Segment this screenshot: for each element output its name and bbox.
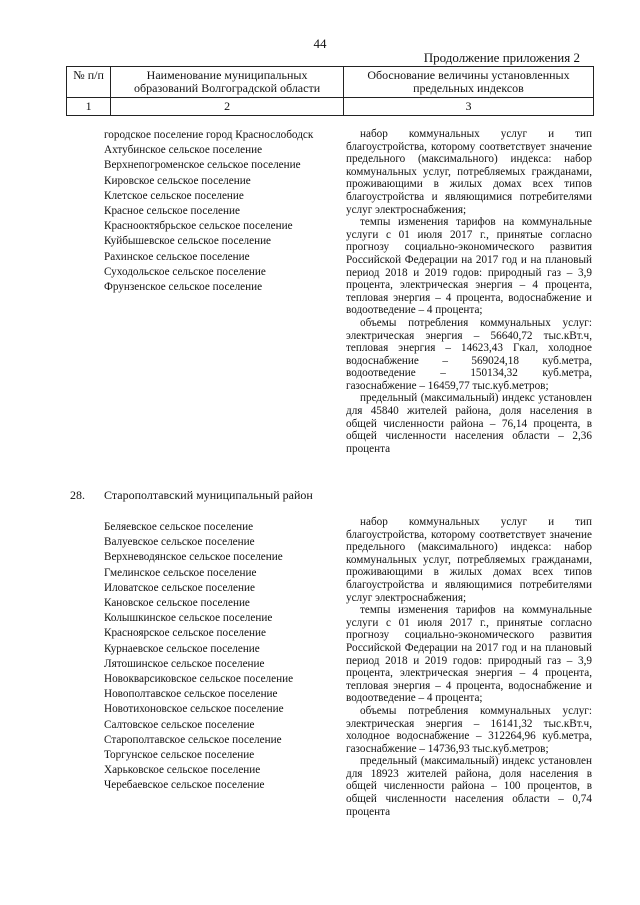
settlements-list-2 bbox=[104, 520, 352, 794]
settlement-item: Фрунзенское сельское поселение bbox=[104, 281, 263, 294]
district-name: Старополтавский муниципальный район bbox=[104, 488, 313, 502]
justification-paragraph: предельный (максимальный) индекс установлен для 18923 жителей района, доля населения в общей численности района – 100 процентов, в общей численности населения области – 0,74 процента bbox=[346, 755, 592, 818]
settlement-item: Новополтавское сельское поселение bbox=[104, 688, 278, 701]
settlement-item: Салтовское сельское поселение bbox=[104, 718, 255, 731]
settlement-item: городское поселение город Краснослободск bbox=[104, 129, 314, 141]
settlement-item: Рахинское сельское поселение bbox=[104, 250, 250, 263]
settlement-item: Старополтавское сельское поселение bbox=[104, 733, 282, 746]
justification-paragraph: объемы потребления коммунальных услуг: электрическая энергия – 56640,72 тыс.кВт.ч, тепловая энергия – 14623,43 Гкал, холодное водоснабжение – 569024,18 куб.метра, водоотведение – 150134,32 куб.метра, газоснабжение – 16459,77 тыс.куб.метров; bbox=[346, 316, 592, 392]
settlement-item: Курнаевское сельское поселение bbox=[104, 642, 260, 655]
justification-paragraph: объемы потребления коммунальных услуг: электрическая энергия – 16141,32 тыс.кВт.ч, холодное водоснабжение – 312264,96 куб.метра, газоснабжение – 14736,93 тыс.куб.метров; bbox=[346, 704, 592, 755]
settlement-item: Кановское сельское поселение bbox=[104, 597, 250, 610]
justification-paragraph: набор коммунальных услуг и тип благоустройства, которому соответствует значение предельного (максимального) индекса: набор коммунальных услуг, потребляемых гражданами, проживающими в жилых домах всех типов благоустройства и являющимися потребителями услуг электроснабжения; bbox=[346, 128, 592, 216]
header-num-3: 3 bbox=[343, 98, 593, 116]
settlement-item: Черебаевское сельское поселение bbox=[104, 779, 265, 792]
settlement-item: Суходольское сельское поселение bbox=[104, 265, 266, 278]
settlement-item: Колышкинское сельское поселение bbox=[104, 612, 273, 625]
justification-paragraph: набор коммунальных услуг и тип благоустройства, которому соответствует значение предельного (максимального) индекса: набор коммунальных услуг, потребляемых гражданами, проживающими в жилых домах всех типов благоустройства и являющимися потребителями услуг электроснабжения; bbox=[346, 516, 592, 604]
settlement-item: Иловатское сельское поселение bbox=[104, 581, 255, 594]
header-num-1: 1 bbox=[67, 98, 111, 116]
settlement-item: Куйбышевское сельское поселение bbox=[104, 235, 272, 248]
settlement-item: Харьковское сельское поселение bbox=[104, 764, 261, 777]
settlement-item: Ахтубинское сельское поселение bbox=[104, 144, 263, 157]
header-num-2: 2 bbox=[111, 98, 344, 116]
settlement-item: Верхневодянское сельское поселение bbox=[104, 551, 283, 564]
header-col-name: Наименование муниципальных образований Волгоградской области bbox=[111, 67, 344, 98]
page-number: 44 bbox=[313, 36, 327, 51]
settlement-item: Верхнепогроменское сельское поселение bbox=[104, 159, 301, 172]
justification-1 bbox=[346, 128, 592, 455]
continuation-label: Продолжение приложения 2 bbox=[423, 50, 580, 65]
settlements-list-1 bbox=[104, 128, 352, 295]
settlement-item: Торгунское сельское поселение bbox=[104, 749, 255, 762]
justification-paragraph: темпы изменения тарифов на коммунальные услуги с 01 июля 2017 г., принятые согласно прогнозу социально-экономического развития Российской Федерации на 2017 год и на плановый период 2018 и 2019 годов: природный газ – 3,9 процента, электрическая энергия – 4 процента, тепловая энергия – 4 процента, водоснабжение и водоотведение – 4 процента; bbox=[346, 216, 592, 317]
settlement-item: Красноярское сельское поселение bbox=[104, 627, 266, 640]
settlement-item: Новотихоновское сельское поселение bbox=[104, 703, 284, 716]
justification-paragraph: темпы изменения тарифов на коммунальные услуги с 01 июля 2017 г., принятые согласно прогнозу социально-экономического развития Российской Федерации на 2017 год и на плановый период 2018 и 2019 годов: природный газ – 3,9 процента, электрическая энергия – 4 процента, тепловая энергия – 4 процента, водоснабжение и водоотведение – 4 процента; bbox=[346, 604, 592, 705]
settlement-item: Гмелинское сельское поселение bbox=[104, 566, 257, 579]
table-header bbox=[66, 66, 594, 116]
settlement-item: Лятошинское сельское поселение bbox=[104, 657, 265, 670]
settlement-item: Красное сельское поселение bbox=[104, 205, 240, 218]
settlement-item: Беляевское сельское поселение bbox=[104, 521, 254, 533]
header-col-justification: Обоснование величины установленных предельных индексов bbox=[343, 67, 593, 98]
settlement-item: Валуевское сельское поселение bbox=[104, 536, 255, 549]
settlement-item: Кировское сельское поселение bbox=[104, 174, 251, 187]
row-number-28: 28. bbox=[70, 488, 85, 502]
settlement-item: Новокварсиковское сельское поселение bbox=[104, 673, 294, 686]
justification-paragraph: предельный (максимальный) индекс установлен для 45840 жителей района, доля населения в общей численности района – 76,14 процента, в общей численности населения области – 2,36 процента bbox=[346, 392, 592, 455]
settlement-item: Клетское сельское поселение bbox=[104, 189, 244, 202]
justification-2 bbox=[346, 516, 592, 818]
settlement-item: Краснооктябрьское сельское поселение bbox=[104, 220, 293, 233]
header-col-number: № п/п bbox=[67, 67, 111, 98]
